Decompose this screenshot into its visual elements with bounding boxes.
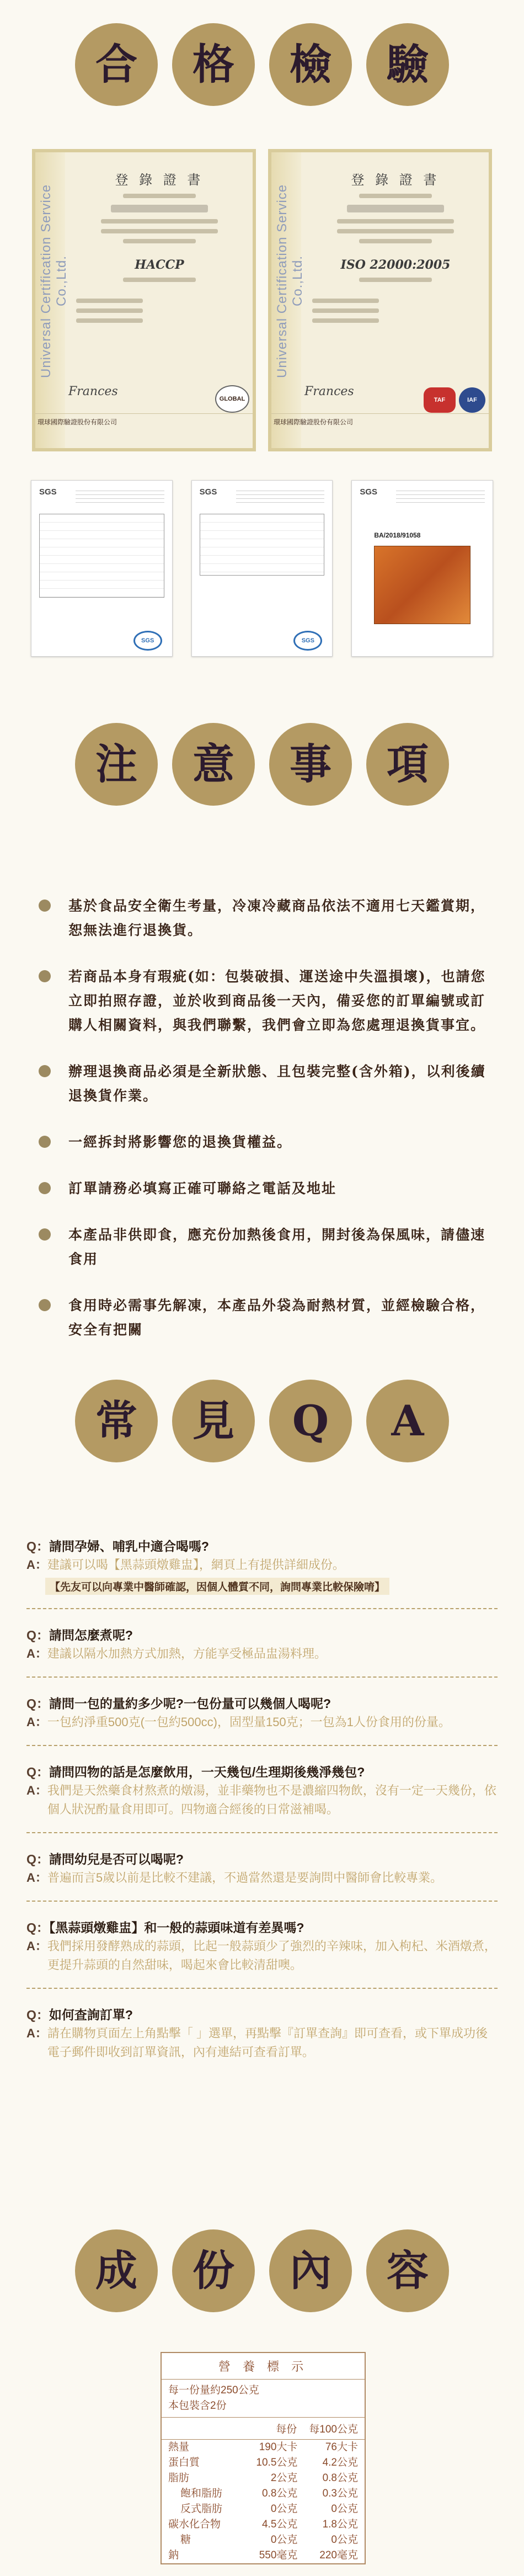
qa-item: Q：如何查詢訂單? A： 請在購物頁面左上角點擊「 」選單，再點擊『訂單查詢』即可查看，或下單成功後電子郵件即收到訂單資訊，內有連結可查看訂單。 (26, 2005, 498, 2062)
list-item: 一經拆封將影響您的退換貨權益。 (39, 1130, 491, 1154)
nutrition-per-100: 76大卡 (325, 2441, 358, 2453)
bullet-icon (39, 1299, 51, 1311)
cert-side-text: Universal Certification Service Co.,Ltd. (275, 184, 305, 378)
serving-size: 每一份量約250公克 (168, 2385, 259, 2396)
nutrition-per-100: 0.8公克 (322, 2472, 358, 2484)
bullet-icon (39, 1136, 51, 1148)
qa-list (26, 1537, 498, 2078)
nutrition-per-serving: 190大卡 (259, 2441, 298, 2453)
sgs-report (31, 480, 173, 657)
table-row (162, 2517, 365, 2532)
question: 請問怎麼煮呢? (49, 1628, 133, 1642)
heading-char: 格 (172, 23, 255, 106)
global-badge: GLOBAL (215, 385, 249, 413)
heading-char: 常 (75, 1380, 158, 1462)
nutrition-name: 鈉 (168, 2550, 179, 2561)
nutrition-per-serving: 4.5公克 (261, 2519, 298, 2530)
bullet-icon (39, 1065, 51, 1077)
sgs-report (191, 480, 333, 657)
heading-char: 成 (75, 2229, 158, 2312)
nutrition-per-100: 0公克 (331, 2534, 358, 2546)
inspection-heading (0, 23, 524, 106)
heading-char: 合 (75, 23, 158, 106)
heading-char: 意 (172, 723, 255, 806)
cert-title: 登 錄 證 書 (115, 172, 204, 188)
answer: 請在購物頁面左上角點擊「 」選單，再點擊『訂單查詢』即可查看，或下單成功後電子郵件即收到訂單資訊，內有連結可查看訂單。 (47, 2026, 488, 2059)
list-item: 基於食品安全衛生考量，冷凍冷藏商品依法不適用七天鑑賞期，恕無法進行退換貨。 (39, 894, 491, 943)
answer-note: 【先友可以向專業中醫師確認，因個人體質不同，詢問專業比較保險唷】 (45, 1578, 389, 1595)
nutrition-name: 脂肪 (168, 2472, 190, 2484)
ingredients-heading (0, 2229, 524, 2312)
nutrition-name: 碳水化合物 (168, 2519, 221, 2530)
taf-badge: TAF (424, 387, 456, 413)
nutrition-table (162, 2440, 365, 2563)
heading-char: 份 (172, 2229, 255, 2312)
cert-footer: 環球國際驗證股份有限公司 (271, 413, 489, 448)
answer: 建議以隔水加熱方式加熱，方能享受極品盅湯料理。 (47, 1647, 327, 1660)
answer: 我們是天然藥食材熬煮的燉湯，並非藥物也不是濃縮四物飲，沒有一定一天幾份，依個人狀況酌量食用即可。四物適合經後的日常滋補喝。 (47, 1784, 496, 1816)
table-row (162, 2532, 365, 2548)
notes-list (39, 894, 491, 1364)
qa-item: Q：請問一包的量約多少呢?一包份量可以幾個人喝呢? A： 一包約淨重500克(一包約500cc)，固型量150克；一包為1人份食用的份量。 (26, 1694, 498, 1746)
nutrition-label (161, 2352, 366, 2564)
servings-per-pack: 本包裝含2份 (168, 2400, 227, 2412)
cert-title: 登 錄 證 書 (351, 172, 440, 188)
nutrition-name: 熱量 (168, 2441, 190, 2453)
qa-item: Q：請問四物的話是怎麼飲用，一天幾包/生理期後幾淨幾包? A： 我們是天然藥食材熬煮的燉湯，並非藥物也不是濃縮四物飲，沒有一定一天幾份，依個人狀況酌量食用即可。四物適合經後的日常滋補喝。 (26, 1763, 498, 1833)
iso22000-certificate (268, 149, 492, 451)
cert-signature: Frances (304, 385, 354, 398)
bullet-icon (39, 1182, 51, 1194)
col-per-serving: 每份 (276, 2424, 297, 2435)
question: 請問四物的話是怎麼飲用，一天幾包/生理期後幾淨幾包? (49, 1765, 365, 1779)
cert-standard: ISO 22000:2005 (340, 258, 451, 272)
answer: 一包約淨重500克(一包約500cc)，固型量150克；一包為1人份食用的份量。 (47, 1715, 451, 1729)
nutrition-name: 蛋白質 (168, 2457, 200, 2468)
heading-char: 項 (366, 723, 449, 806)
question: 請問孕婦、哺乳中適合喝嗎? (49, 1539, 209, 1553)
haccp-certificate (32, 149, 256, 451)
heading-char: 見 (172, 1380, 255, 1462)
report-code: BA/2018/91058 (374, 531, 421, 539)
heading-char: 事 (269, 723, 352, 806)
question: 如何查詢訂單? (49, 2008, 133, 2022)
answer: 建議可以喝【黑蒜頭燉雞盅】，網頁上有提供詳細成份。 (47, 1558, 345, 1572)
nutrition-name: 糖 (180, 2534, 191, 2546)
nutrition-name: 反式脂肪 (180, 2503, 223, 2515)
qa-item: Q：請問孕婦、哺乳中適合喝嗎? A：建議可以喝【黑蒜頭燉雞盅】，網頁上有提供詳細成份。 【先友可以向專業中醫師確認，因個人體質不同，詢問專業比較保險唷】 (26, 1537, 498, 1609)
list-item: 食用時必需事先解凍，本產品外袋為耐熱材質，並經檢驗合格，安全有把關 (39, 1294, 491, 1342)
sgs-report-photo (351, 480, 493, 657)
sgs-seal-icon: SGS (133, 631, 162, 651)
heading-char: 內 (269, 2229, 352, 2312)
table-row (162, 2471, 365, 2486)
list-item: 若商品本身有瑕疵(如：包裝破損、運送途中失溫損壞)，也請您立即拍照存證，並於收到商品後一天內，備妥您的訂單編號或訂購人相關資料，與我們聯繫，我們會立即為您處理退換貨事宜。 (39, 965, 491, 1037)
nutrition-name: 飽和脂肪 (180, 2488, 223, 2499)
cert-standard: HACCP (135, 258, 184, 272)
list-item: 訂單請務必填寫正確可聯絡之電話及地址 (39, 1177, 491, 1201)
list-item: 本產品非供即食，應充份加熱後食用，開封後為保風味，請儘速食用 (39, 1223, 491, 1271)
table-row (162, 2440, 365, 2455)
question: 請問一包的量約多少呢?一包份量可以幾個人喝呢? (49, 1696, 331, 1711)
cert-footer: 環球國際驗證股份有限公司 (35, 413, 253, 448)
heading-char: Q (269, 1380, 352, 1462)
question: 請問幼兒是否可以喝呢? (49, 1852, 184, 1866)
table-row (162, 2455, 365, 2471)
nutrition-per-serving: 550毫克 (259, 2550, 298, 2561)
sgs-seal-icon: SGS (293, 631, 322, 651)
table-row (162, 2548, 365, 2563)
certificates (32, 149, 492, 451)
answer: 我們採用發酵熟成的蒜頭，比起一般蒜頭少了強烈的辛辣味，加入枸杞、米酒燉煮，更提升蒜頭的自然甜味，喝起來會比較清甜噢。 (47, 1939, 496, 1972)
heading-char: 檢 (269, 23, 352, 106)
nutrition-per-100: 0.3公克 (322, 2488, 358, 2499)
cert-side-text: Universal Certification Service Co.,Ltd. (39, 184, 69, 378)
sgs-logo: SGS (199, 487, 217, 497)
nutrition-per-serving: 2公克 (270, 2472, 298, 2484)
answer: 普遍而言5歲以前是比較不建議，不過當然還是要詢問中醫師會比較專業。 (47, 1871, 443, 1885)
list-item: 辦理退換商品必須是全新狀態、且包裝完整(含外箱)，以利後續退換貨作業。 (39, 1060, 491, 1108)
heading-char: 容 (366, 2229, 449, 2312)
sample-photo (374, 546, 470, 624)
nutrition-per-serving: 10.5公克 (256, 2457, 298, 2468)
table-row (162, 2502, 365, 2517)
qa-heading (0, 1380, 524, 1462)
nutrition-per-serving: 0.8公克 (261, 2488, 298, 2499)
table-row (162, 2486, 365, 2502)
nutrition-per-100: 1.8公克 (322, 2519, 358, 2530)
qa-item: Q：請問幼兒是否可以喝呢? A： 普遍而言5歲以前是比較不建議，不過當然還是要詢問中醫師會比較專業。 (26, 1850, 498, 1902)
bullet-icon (39, 1228, 51, 1241)
nutrition-per-100: 4.2公克 (322, 2457, 358, 2468)
nutrition-per-100: 0公克 (331, 2503, 358, 2515)
qa-item: Q：【黑蒜頭燉雞盅】和一般的蒜頭味道有差異嗎? A： 我們採用發酵熟成的蒜頭，比起一般蒜頭少了強烈的辛辣味，加入枸杞、米酒燉煮，更提升蒜頭的自然甜味，喝起來會比較清甜噢。 (26, 1918, 498, 1989)
nutrition-per-100: 220毫克 (319, 2550, 358, 2561)
heading-char: 注 (75, 723, 158, 806)
sgs-logo: SGS (360, 487, 378, 497)
col-per-100g: 每100公克 (309, 2424, 358, 2435)
nutrition-per-serving: 0公克 (270, 2534, 298, 2546)
nutrition-title: 營 養 標 示 (162, 2353, 365, 2380)
question: 【黑蒜頭燉雞盅】和一般的蒜頭味道有差異嗎? (49, 1920, 304, 1935)
bullet-icon (39, 970, 51, 982)
heading-char: 驗 (366, 23, 449, 106)
heading-char: A (366, 1380, 449, 1462)
cert-signature: Frances (68, 385, 118, 398)
bullet-icon (39, 900, 51, 912)
qa-item: Q：請問怎麼煮呢? A：建議以隔水加熱方式加熱，方能享受極品盅湯料理。 (26, 1626, 498, 1678)
sgs-reports (31, 480, 493, 657)
iaf-badge: IAF (459, 387, 485, 413)
sgs-logo: SGS (39, 487, 57, 497)
notes-heading (0, 723, 524, 806)
nutrition-per-serving: 0公克 (270, 2503, 298, 2515)
